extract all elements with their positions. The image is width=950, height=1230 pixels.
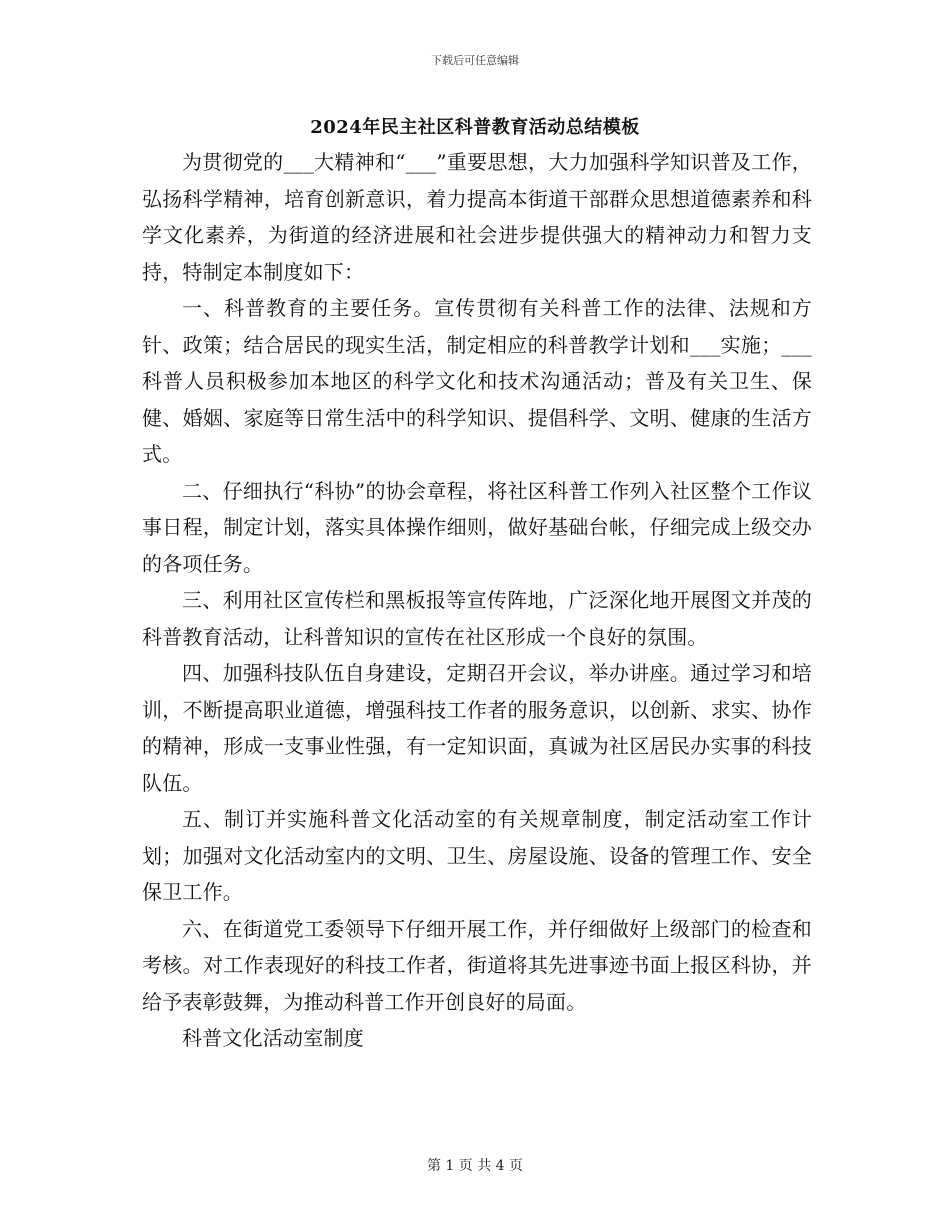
- section-heading: 科普文化活动室制度: [182, 1026, 364, 1050]
- paragraph-item-5: 五、制订并实施科普文化活动室的有关规章制度，制定活动室工作计划；加强对文化活动室内的文明、卫生、房屋设施、设备的管理工作、安全保卫工作。: [142, 807, 812, 904]
- document-title: 2024年民主社区科普教育活动总结模板: [310, 117, 640, 138]
- page-number: 第 1 页 共 4 页: [426, 1158, 524, 1174]
- paragraph-item-1: 一、科普教育的主要任务。宣传贯彻有关科普工作的法律、法规和方针、政策；结合居民的现实生活，制定相应的科普教学计划和___实施；___科普人员积极参加本地区的科学文化和技术沟通活动；普及有关卫生、保健、婚姻、家庭等日常生活中的科学知识、提倡科学、文明、健康的生活方式。: [142, 296, 812, 466]
- paragraph-item-6: 六、在街道党工委领导下仔细开展工作，并仔细做好上级部门的检查和考核。对工作表现好的科技工作者，街道将其先进事迹书面上报区科协，并给予表彰鼓舞，为推动科普工作开创良好的局面。: [142, 916, 812, 1014]
- paragraph-item-2: 二、仔细执行“科协”的协会章程，将社区科普工作列入社区整个工作议事日程，制定计划，落实具体操作细则，做好基础台帐，仔细完成上级交办的各项任务。: [142, 478, 812, 576]
- paragraph-item-4: 四、加强科技队伍自身建设，定期召开会议，举办讲座。通过学习和培训，不断提高职业道德，增强科技工作者的服务意识，以创新、求实、协作的精神，形成一支事业性强，有一定知识面，真诚为社区居民办实事的科技队伍。: [142, 661, 812, 795]
- paragraph-intro: 为贯彻党的___大精神和“___”重要思想，大力加强科学知识普及工作，弘扬科学精神，培育创新意识，着力提高本街道干部群众思想道德素养和科学文化素养，为街道的经济进展和社会进步提供强大的精神动力和智力支持，特制定本制度如下：: [142, 150, 812, 284]
- header-note: 下载后可任意编辑: [431, 54, 519, 67]
- document-body: [142, 144, 812, 1057]
- paragraph-item-3: 三、利用社区宣传栏和黑板报等宣传阵地，广泛深化地开展图文并茂的科普教育活动，让科普知识的宣传在社区形成一个良好的氛围。: [142, 588, 812, 649]
